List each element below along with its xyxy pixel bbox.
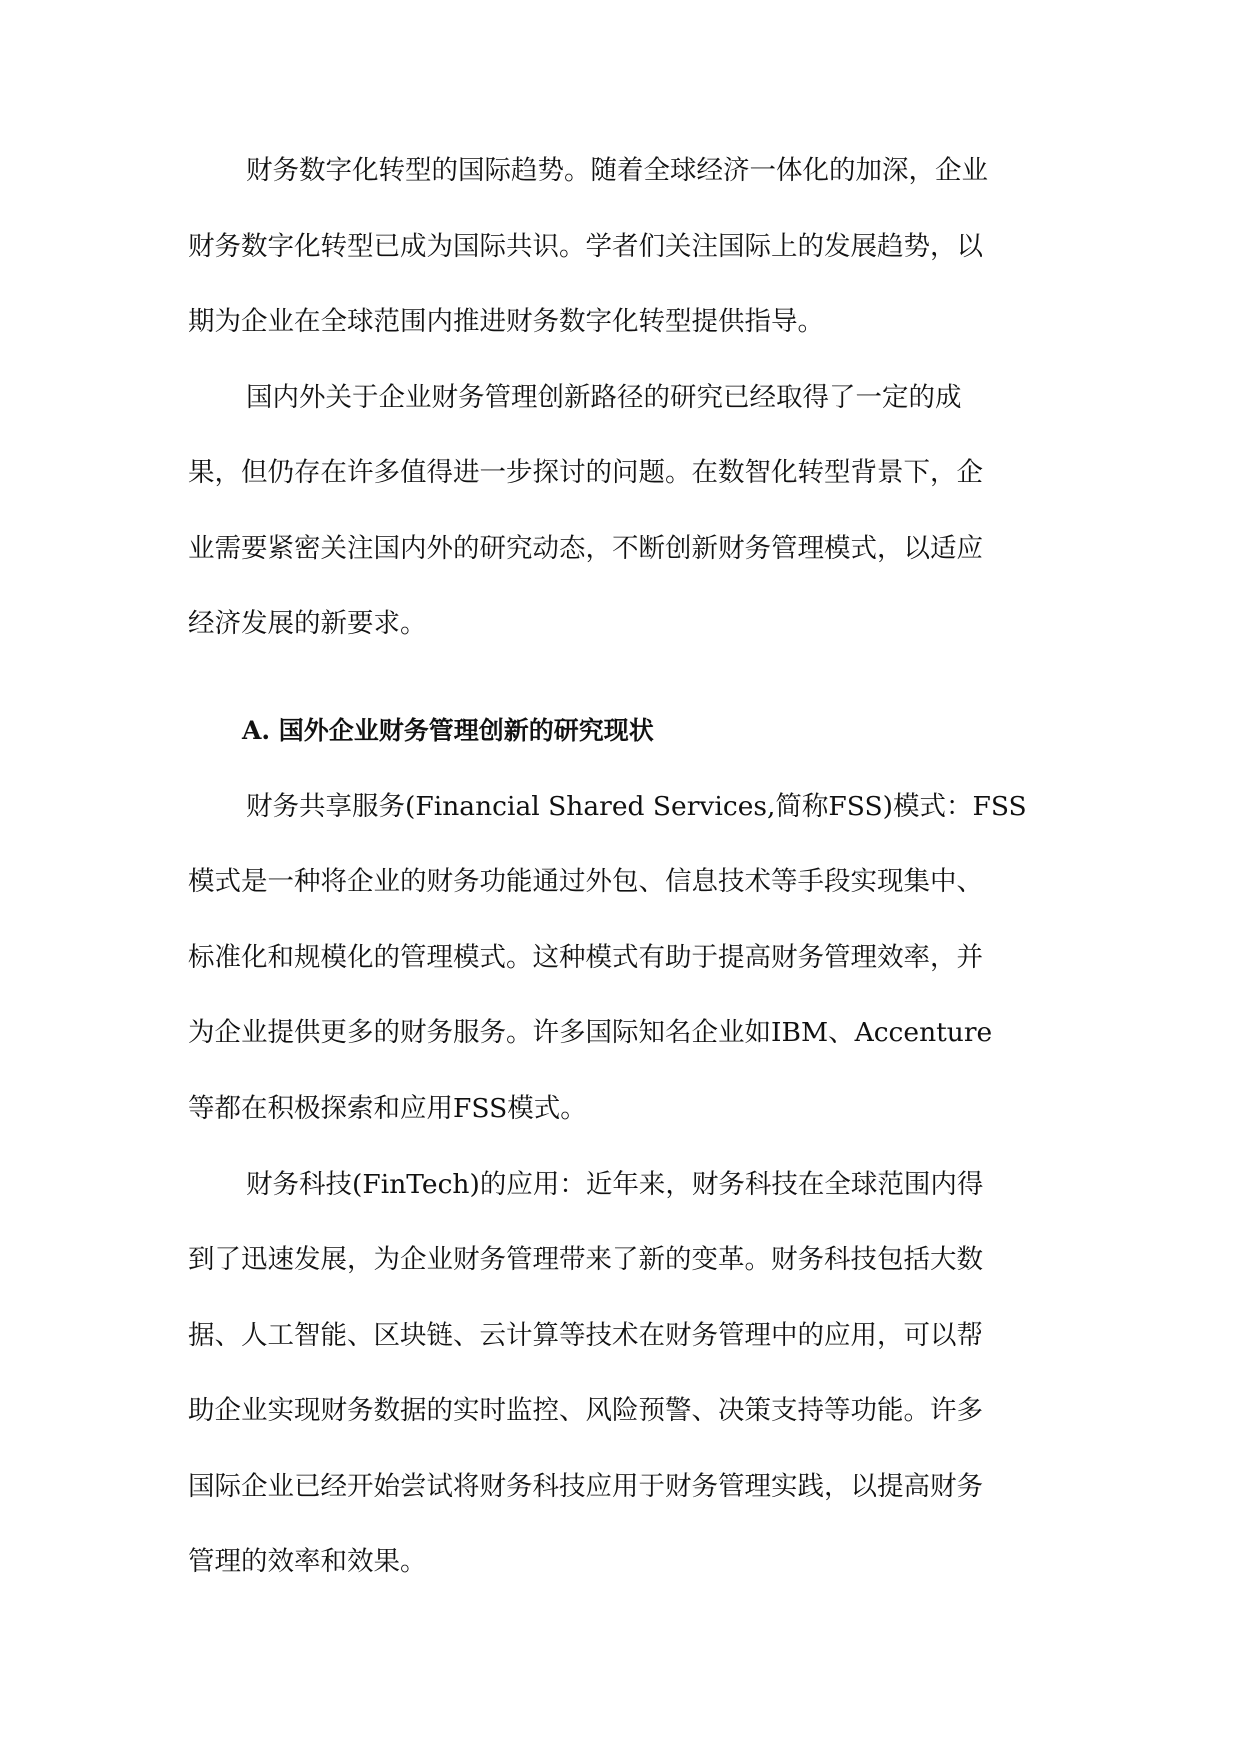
paragraph-1-line-3: 期为企业在全球范围内推进财务数字化转型提供指导。 <box>188 306 824 337</box>
paragraph-2-line-1: 国内外关于企业财务管理创新路径的研究已经取得了一定的成 <box>246 382 962 413</box>
paragraph-4-line-1: 财务科技(FinTech)的应用：近年来，财务科技在全球范围内得 <box>246 1169 984 1200</box>
paragraph-2-line-4: 经济发展的新要求。 <box>188 608 427 639</box>
paragraph-4-line-4: 助企业实现财务数据的实时监控、风险预警、决策支持等功能。许多 <box>188 1395 983 1426</box>
paragraph-1-line-2: 财务数字化转型已成为国际共识。学者们关注国际上的发展趋势，以 <box>188 231 983 262</box>
paragraph-3-line-1: 财务共享服务(Financial Shared Services,简称FSS)模式：FSS <box>246 791 1027 822</box>
paragraph-3-line-4: 为企业提供更多的财务服务。许多国际知名企业如IBM、Accenture <box>188 1017 993 1048</box>
paragraph-3-line-2: 模式是一种将企业的财务功能通过外包、信息技术等手段实现集中、 <box>188 866 983 897</box>
paragraph-4-line-3: 据、人工智能、区块链、云计算等技术在财务管理中的应用，可以帮 <box>188 1320 983 1351</box>
paragraph-2-line-2: 果，但仍存在许多值得进一步探讨的问题。在数智化转型背景下，企 <box>188 457 983 488</box>
paragraph-4-line-2: 到了迅速发展，为企业财务管理带来了新的变革。财务科技包括大数 <box>188 1244 983 1275</box>
paragraph-3-line-3: 标准化和规模化的管理模式。这种模式有助于提高财务管理效率，并 <box>188 942 983 973</box>
paragraph-4-line-6: 管理的效率和效果。 <box>188 1546 427 1577</box>
paragraph-4-line-5: 国际企业已经开始尝试将财务科技应用于财务管理实践，以提高财务 <box>188 1471 983 1502</box>
paragraph-2-line-3: 业需要紧密关注国内外的研究动态，不断创新财务管理模式，以适应 <box>188 533 983 564</box>
section-heading: A. 国外企业财务管理创新的研究现状 <box>242 716 654 745</box>
paragraph-1-line-1: 财务数字化转型的国际趋势。随着全球经济一体化的加深，企业 <box>246 155 988 186</box>
paragraph-3-line-5: 等都在积极探索和应用FSS模式。 <box>188 1093 587 1124</box>
